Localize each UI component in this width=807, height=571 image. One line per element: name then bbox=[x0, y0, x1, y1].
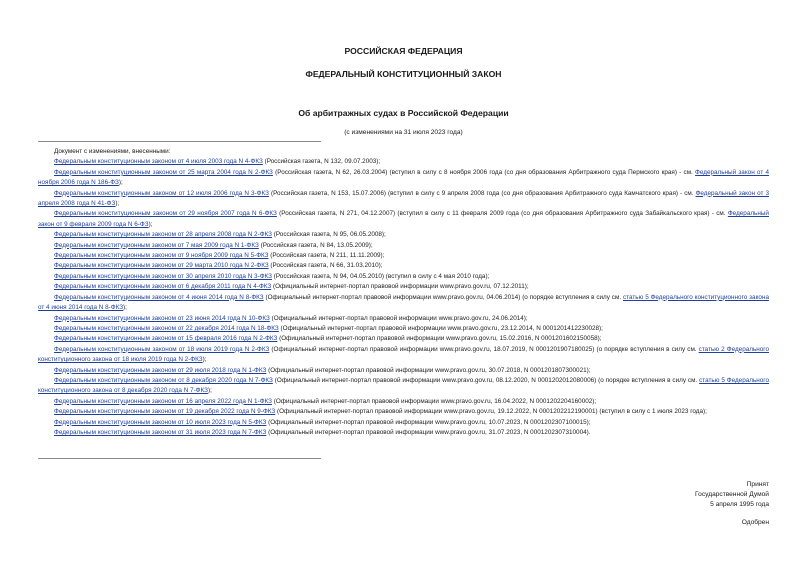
amendment-item bbox=[38, 209, 769, 230]
amendment-law-link[interactable]: Федеральным конституционным законом от 4 июля 2003 года N 4-ФКЗ bbox=[54, 158, 263, 166]
amendment-item bbox=[38, 407, 769, 417]
amendment-source: (Российская газета, N 66, 31.03.2010); bbox=[268, 262, 383, 270]
amendment-item bbox=[38, 366, 769, 376]
accepted-by: Государственной Думой bbox=[695, 490, 769, 498]
amendment-item bbox=[38, 428, 769, 438]
amendment-item bbox=[38, 345, 769, 366]
amendments-block bbox=[38, 147, 769, 438]
amendment-source-end: ); bbox=[148, 220, 153, 228]
amendment-law-link[interactable]: Федеральным конституционным законом от 8 декабря 2020 года N 7-ФКЗ bbox=[54, 376, 273, 384]
accepted-date: 5 апреля 1995 года bbox=[710, 500, 769, 508]
top-divider bbox=[38, 141, 321, 142]
accepted-label: Принят bbox=[746, 481, 769, 488]
amendment-source: (Официальный интернет-портал правовой информации www.pravo.gov.ru, 10.07.2023, N 0001202307100015); bbox=[266, 418, 591, 426]
amendment-item bbox=[38, 293, 769, 314]
amendment-source: (Официальный интернет-портал правовой информации www.pravo.gov.ru, 04.06.2014) (о порядке вступления в силу см. bbox=[263, 293, 623, 301]
amendment-law-link[interactable]: Федеральным конституционным законом от 29 июля 2018 года N 1-ФКЗ bbox=[54, 366, 267, 374]
amendment-source: (Российская газета, N 84, 13.05.2009); bbox=[258, 241, 373, 249]
amendment-source: (Российская газета, N 132, 09.07.2003); bbox=[262, 158, 381, 166]
header-law-type: ФЕДЕРАЛЬНЫЙ КОНСТИТУЦИОННЫЙ ЗАКОН bbox=[305, 69, 502, 79]
header-country: РОССИЙСКАЯ ФЕДЕРАЦИЯ bbox=[344, 46, 463, 56]
amendment-item bbox=[38, 261, 769, 271]
amendments-intro: Документ с изменениями, внесенными: bbox=[54, 148, 171, 155]
amendment-reference-link[interactable]: статью 5 Федерального конституционного закона от 8 декабря 2020 года N 7-ФКЗ bbox=[38, 376, 770, 395]
amendment-source: (Российская газета, N 271, 04.12.2007) (вступил в силу с 11 февраля 2009 года (со дня образования Арбитражного суда Забайкальского края) - см. bbox=[276, 210, 728, 218]
amendment-law-link[interactable]: Федеральным конституционным законом от 29 марта 2010 года N 2-ФКЗ bbox=[54, 262, 269, 270]
amendment-source: (Официальный интернет-портал правовой информации www.pravo.gov.ru, 24.06.2014); bbox=[269, 314, 528, 322]
amendment-item bbox=[38, 418, 769, 428]
amendment-item bbox=[38, 241, 769, 251]
amendment-law-link[interactable]: Федеральным конституционным законом от 31 июля 2023 года N 7-ФКЗ bbox=[54, 428, 267, 436]
amendment-source: (Официальный интернет-портал правовой информации www.pravo.gov.ru, 08.12.2020, N 0001202012080006) (о порядке вступления в силу см. bbox=[272, 376, 700, 384]
amendment-reference-link[interactable]: Федеральный закон от 4 ноября 2006 года N 186-ФЗ bbox=[38, 168, 769, 187]
amendment-law-link[interactable]: Федеральным конституционным законом от 19 декабря 2022 года N 9-ФКЗ bbox=[54, 408, 276, 416]
amendment-source-end: ); bbox=[123, 304, 127, 312]
amendment-law-link[interactable]: Федеральным конституционным законом от 12 июля 2006 года N 3-ФКЗ bbox=[54, 189, 269, 197]
amendment-item bbox=[38, 324, 769, 334]
amendment-source: (Российская газета, N 211, 11.11.2009); bbox=[268, 252, 385, 260]
amendment-item bbox=[38, 157, 769, 167]
amendment-law-link[interactable]: Федеральным конституционным законом от 29 ноября 2007 года N 6-ФКЗ bbox=[54, 210, 277, 218]
amendment-reference-link[interactable]: Федеральный закон от 3 апреля 2008 года N 41-ФЗ bbox=[38, 189, 769, 208]
amendment-law-link[interactable]: Федеральным конституционным законом от 25 марта 2004 года N 2-ФКЗ bbox=[54, 168, 273, 176]
amendment-source: (Официальный интернет-портал правовой информации www.pravo.gov.ru, 31.07.2023, N 0001202307310004). bbox=[266, 428, 591, 436]
amendment-law-link[interactable]: Федеральным конституционным законом от 9 ноября 2009 года N 5-ФКЗ bbox=[54, 252, 269, 260]
amendment-source: (Официальный интернет-портал правовой информации www.pravo.gov.ru, 23.12.2014, N 0001201412230028); bbox=[278, 324, 603, 332]
amendment-source-end: ); bbox=[207, 387, 212, 395]
approved-label: Одобрен bbox=[741, 519, 769, 526]
amendment-item bbox=[38, 282, 769, 292]
amendment-source: (Российская газета, N 153, 15.07.2006) (вступил в силу с 9 апреля 2008 года (со дня образования Арбитражного суда Камчатского края) - см. bbox=[268, 189, 696, 197]
amendment-source: (Официальный интернет-портал правовой информации www.pravo.gov.ru, 07.12.2011); bbox=[271, 283, 529, 291]
bottom-divider bbox=[38, 458, 321, 459]
amendment-law-link[interactable]: Федеральным конституционным законом от 7 мая 2009 года N 1-ФКЗ bbox=[54, 241, 259, 249]
amendment-source: (Российская газета, N 62, 26.03.2004) (вступил в силу с 8 ноября 2006 года (со дня образования Арбитражного суда Пермского края) - см. bbox=[272, 168, 696, 176]
amendment-law-link[interactable]: Федеральным конституционным законом от 15 февраля 2016 года N 2-ФКЗ bbox=[54, 335, 278, 343]
revision-note: (с изменениями на 31 июля 2023 года) bbox=[344, 129, 463, 136]
amendment-item bbox=[38, 272, 769, 282]
document-title: Об арбитражных судах в Российской Федерации bbox=[298, 108, 509, 118]
amendment-source: (Официальный интернет-портал правовой информации www.pravo.gov.ru, 30.07.2018, N 0001201807300021); bbox=[266, 366, 591, 374]
amendment-item bbox=[38, 314, 769, 324]
amendment-reference-link[interactable]: Федеральный закон от 9 февраля 2009 года N 6-ФЗ bbox=[38, 210, 769, 228]
amendment-reference-link[interactable]: статью 5 Федерального конституционного закона от 4 июня 2014 года N 8-ФКЗ bbox=[38, 293, 769, 312]
amendment-law-link[interactable]: Федеральным конституционным законом от 4 июня 2014 года N 8-ФКЗ bbox=[54, 293, 264, 301]
amendment-source: (Российская газета, N 94, 04.05.2010) (вступил в силу с 4 мая 2010 года); bbox=[271, 272, 490, 280]
amendment-source: (Официальный интернет-портал правовой информации www.pravo.gov.ru, 18.07.2019, N 0001201907180025) (о порядке вступления в силу см. bbox=[269, 345, 699, 353]
amendment-law-link[interactable]: Федеральным конституционным законом от 30 апреля 2010 года N 3-ФКЗ bbox=[54, 272, 272, 280]
amendment-item bbox=[38, 230, 769, 240]
amendment-item bbox=[38, 189, 769, 210]
amendment-source-end: ); bbox=[115, 200, 120, 208]
amendment-law-link[interactable]: Федеральным конституционным законом от 16 апреля 2022 года N 1-ФКЗ bbox=[54, 397, 272, 405]
amendment-law-link[interactable]: Федеральным конституционным законом от 28 апреля 2008 года N 2-ФКЗ bbox=[54, 231, 272, 239]
amendment-reference-link[interactable]: статью 2 Федерального конституционного закона от 18 июля 2019 года N 2-ФКЗ bbox=[38, 345, 769, 364]
amendment-source-end: ); bbox=[118, 179, 123, 187]
amendment-law-link[interactable]: Федеральным конституционным законом от 22 декабря 2014 года N 18-ФКЗ bbox=[54, 324, 279, 332]
amendment-law-link[interactable]: Федеральным конституционным законом от 18 июля 2019 года N 2-ФКЗ bbox=[54, 345, 270, 353]
amendment-law-link[interactable]: Федеральным конституционным законом от 6 декабря 2011 года N 4-ФКЗ bbox=[54, 283, 272, 291]
amendment-source: (Официальный интернет-портал правовой информации www.pravo.gov.ru, 16.04.2022, N 0001202204160002); bbox=[271, 397, 597, 405]
amendment-item bbox=[38, 334, 769, 344]
amendment-law-link[interactable]: Федеральным конституционным законом от 10 июля 2023 года N 5-ФКЗ bbox=[54, 418, 267, 426]
amendment-item bbox=[38, 168, 769, 189]
amendment-source-end: ); bbox=[202, 356, 207, 364]
amendment-item bbox=[38, 397, 769, 407]
amendment-item bbox=[38, 376, 769, 397]
adoption-block bbox=[695, 480, 769, 509]
amendment-source: (Российская газета, N 95, 06.05.2008); bbox=[271, 231, 386, 239]
amendment-source: (Официальный интернет-портал правовой информации www.pravo.gov.ru, 15.02.2016, N 0001201602150058); bbox=[277, 335, 602, 343]
amendment-item bbox=[38, 251, 769, 261]
amendment-law-link[interactable]: Федеральным конституционным законом от 23 июня 2014 года N 10-ФКЗ bbox=[54, 314, 270, 322]
amendment-source: (Официальный интернет-портал правовой информации www.pravo.gov.ru, 19.12.2022, N 0001202212190001) (вступил в силу с 1 июля 2023 года); bbox=[275, 408, 707, 416]
